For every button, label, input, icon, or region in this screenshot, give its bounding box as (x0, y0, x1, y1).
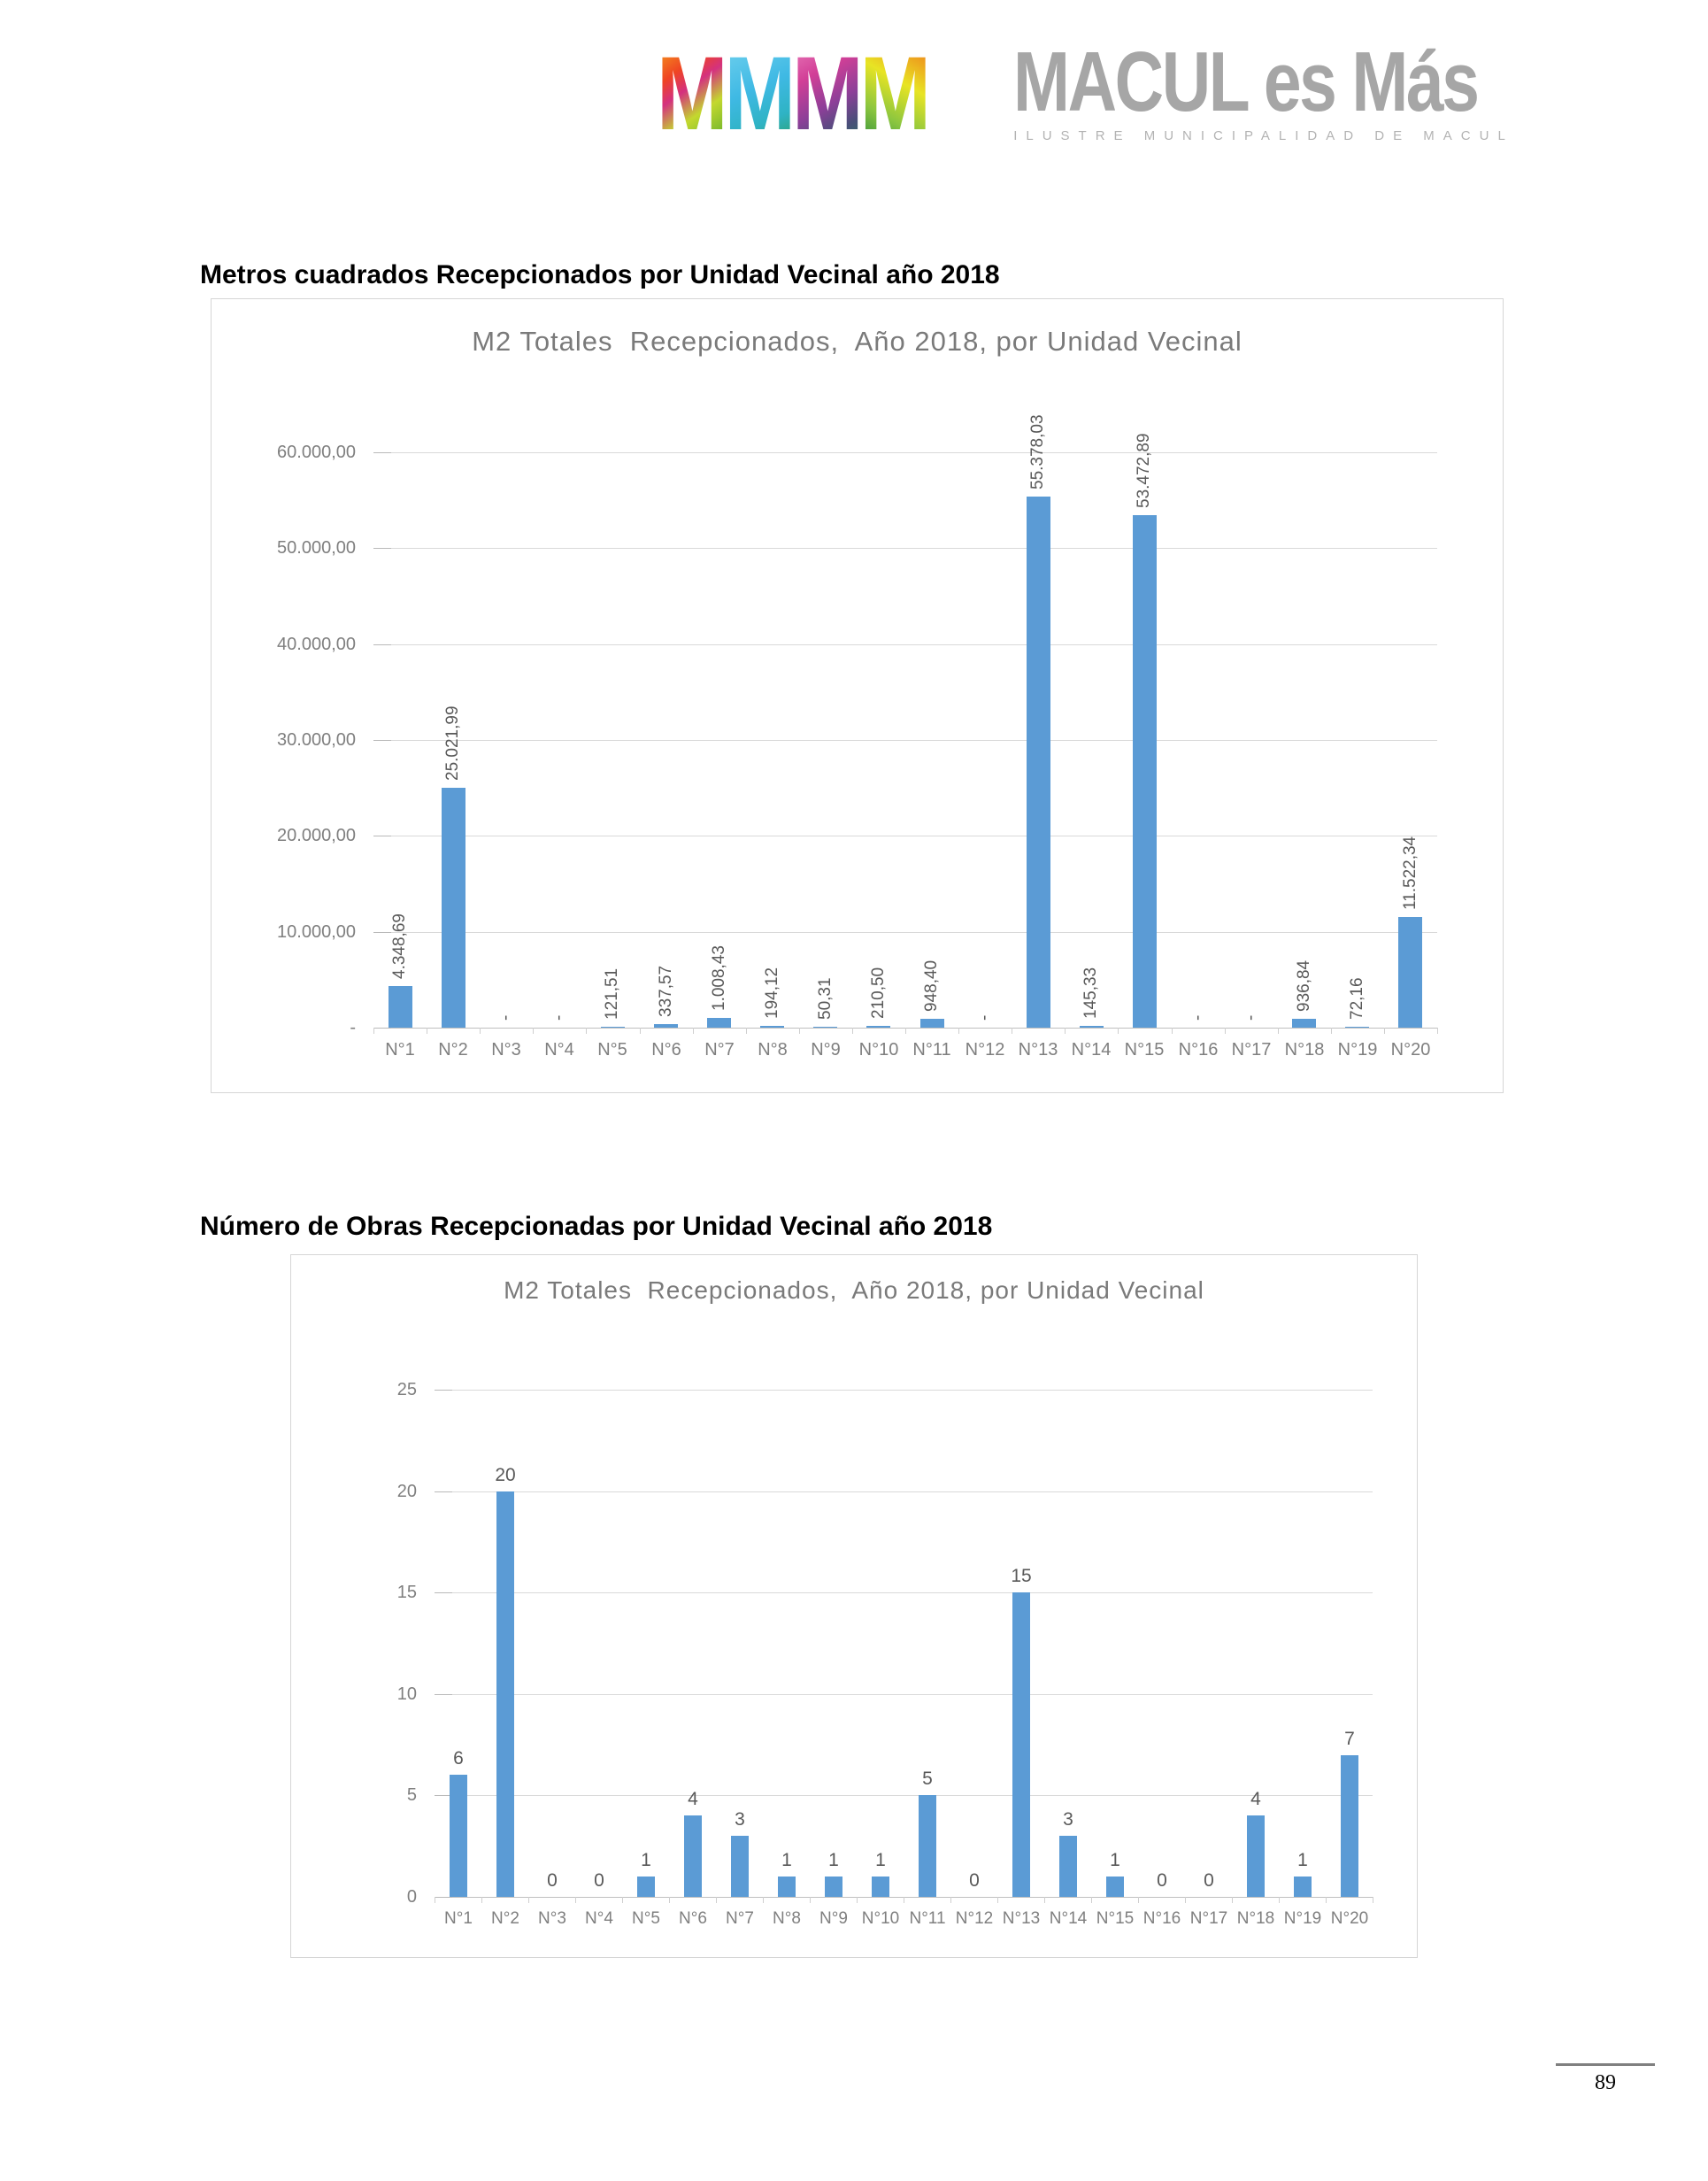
bar-value-label: 15 (1011, 1566, 1032, 1586)
bar (450, 1775, 467, 1897)
bar-value-label: 194,12 (763, 967, 781, 1019)
bar-value-label: 55.378,03 (1028, 414, 1047, 489)
x-axis-label: N°11 (909, 1909, 946, 1928)
x-axis-label: N°6 (651, 1040, 681, 1060)
x-axis-tick (575, 1897, 576, 1903)
logo-wordmark (1013, 35, 1594, 143)
chart-m2-recepcionados (211, 298, 1504, 1093)
x-axis-label: N°15 (1096, 1909, 1135, 1928)
bar (920, 1019, 944, 1028)
y-axis-tick (373, 548, 391, 549)
section-heading-metros-cuadrados: Metros cuadrados Recepcionados por Unidad Vecinal año 2018 (200, 260, 1000, 289)
bar-value-label: 25.021,99 (443, 705, 462, 781)
macul-logo (657, 35, 1594, 152)
x-axis-tick (950, 1897, 951, 1903)
y-axis-label: 5 (406, 1785, 417, 1805)
bar-value-label: 1 (1297, 1850, 1308, 1870)
bar-value-label: 1 (875, 1850, 886, 1870)
y-axis-tick (435, 1897, 452, 1898)
x-axis-label: N°19 (1283, 1909, 1322, 1928)
logo-m4-icon: M (859, 35, 928, 152)
bar (684, 1815, 702, 1897)
bar-value-label: - (550, 1014, 568, 1021)
gridline (435, 1592, 1373, 1593)
bar (778, 1877, 796, 1897)
bar (601, 1027, 625, 1028)
bar-value-label: 0 (1157, 1870, 1167, 1891)
y-axis-label: 40.000,00 (277, 635, 356, 654)
x-axis-tick (857, 1897, 858, 1903)
bar-value-label: 0 (547, 1870, 558, 1891)
x-axis-tick (1044, 1897, 1045, 1903)
x-axis-tick (1437, 1028, 1438, 1034)
x-axis-tick (586, 1028, 587, 1034)
bar (1294, 1877, 1312, 1897)
logo-m2-icon: M (724, 35, 793, 152)
bar (1106, 1877, 1124, 1897)
x-axis-tick (1118, 1028, 1119, 1034)
bar (442, 788, 465, 1028)
logo-m3-icon: M (792, 35, 860, 152)
bar-value-label: 1 (1110, 1850, 1120, 1870)
bar-value-label: 1 (828, 1850, 839, 1870)
bar (1292, 1019, 1316, 1028)
x-axis-label: N°11 (912, 1040, 951, 1060)
x-axis-tick (669, 1897, 670, 1903)
gridline (373, 932, 1437, 933)
bar (389, 986, 412, 1028)
y-axis-label: 15 (396, 1583, 417, 1602)
bar (731, 1836, 749, 1897)
y-axis-tick (373, 1028, 391, 1029)
chart-title: M2 Totales Recepcionados, Año 2018, por Unidad Vecinal (504, 1276, 1204, 1304)
bar-value-label: 7 (1344, 1729, 1355, 1749)
x-axis-label: N°17 (1189, 1909, 1228, 1928)
bar-value-label: 145,33 (1081, 967, 1100, 1019)
x-axis-label: N°20 (1390, 1040, 1431, 1060)
section-heading-numero-obras: Número de Obras Recepcionadas por Unidad Vecinal año 2018 (200, 1212, 993, 1241)
chart-title: M2 Totales Recepcionados, Año 2018, por Unidad Vecinal (472, 326, 1243, 357)
gridline (435, 1491, 1373, 1492)
x-axis-label: N°13 (1018, 1040, 1058, 1060)
x-axis-tick (640, 1028, 641, 1034)
y-axis-label: 50.000,00 (277, 538, 356, 558)
page-number: 89 (1595, 2071, 1616, 2094)
x-axis-label: N°18 (1236, 1909, 1275, 1928)
y-axis-tick (435, 1694, 452, 1695)
x-axis-tick (763, 1897, 764, 1903)
bar (760, 1026, 784, 1028)
x-axis-tick (958, 1028, 959, 1034)
gridline (373, 548, 1437, 549)
bar-value-label: 5 (922, 1769, 933, 1789)
bar-value-label: 1 (641, 1850, 651, 1870)
bar-value-label: 4.348,69 (390, 913, 409, 979)
bar (813, 1027, 837, 1028)
bar (1080, 1026, 1104, 1028)
y-axis-tick (435, 1491, 452, 1492)
bar-value-label: - (496, 1014, 515, 1021)
gridline (435, 1694, 1373, 1695)
bar (825, 1877, 842, 1897)
gridline (373, 740, 1437, 741)
gridline (373, 452, 1437, 453)
x-axis-label: N°10 (858, 1040, 899, 1060)
bar (1345, 1027, 1369, 1028)
x-axis-tick (528, 1897, 529, 1903)
x-axis-label: N°9 (811, 1040, 841, 1060)
y-axis-label: 10 (396, 1684, 417, 1704)
logo-m1-icon: M (657, 35, 725, 152)
y-axis-tick (373, 740, 391, 741)
x-axis-label: N°10 (861, 1909, 900, 1928)
x-axis-tick (716, 1897, 717, 1903)
y-axis-label: 20.000,00 (277, 826, 356, 845)
x-axis-label: N°12 (965, 1040, 1005, 1060)
x-axis-label: N°14 (1071, 1040, 1112, 1060)
x-axis-label: N°20 (1330, 1909, 1369, 1928)
x-axis-label: N°12 (955, 1909, 994, 1928)
x-axis-label: N°1 (444, 1909, 473, 1928)
y-axis-label: 0 (406, 1887, 417, 1907)
x-axis-tick (481, 1897, 482, 1903)
y-axis-tick (373, 932, 391, 933)
bar (637, 1877, 655, 1897)
bar (1341, 1755, 1358, 1897)
x-axis-label: N°17 (1231, 1040, 1272, 1060)
x-axis-label: N°4 (544, 1040, 574, 1060)
bar (1059, 1836, 1077, 1897)
logo-subtitle: ILUSTRE MUNICIPALIDAD DE MACUL (1013, 128, 1514, 143)
x-axis-tick (1091, 1897, 1092, 1903)
bar (1247, 1815, 1265, 1897)
bar (654, 1024, 678, 1028)
bar (919, 1795, 936, 1897)
bar-value-label: 121,51 (603, 967, 621, 1020)
bar (1012, 1592, 1030, 1897)
x-axis-tick (480, 1028, 481, 1034)
bar (866, 1026, 890, 1028)
logo-title: MACUL es Más (1013, 35, 1478, 129)
bar-value-label: 0 (969, 1870, 980, 1891)
x-axis-tick (1065, 1028, 1066, 1034)
x-axis-tick (533, 1028, 534, 1034)
x-axis-tick (1138, 1897, 1139, 1903)
x-axis-label: N°9 (819, 1909, 848, 1928)
x-axis-label: N°18 (1284, 1040, 1325, 1060)
x-axis-tick (799, 1028, 800, 1034)
bar (496, 1491, 514, 1897)
x-axis-tick (1331, 1028, 1332, 1034)
x-axis-tick (693, 1028, 694, 1034)
bar-value-label: 72,16 (1348, 977, 1366, 1020)
x-axis-tick (1384, 1028, 1385, 1034)
bar (707, 1018, 731, 1028)
bar-value-label: - (1242, 1014, 1260, 1021)
x-axis-tick (852, 1028, 853, 1034)
bar-value-label: 337,57 (657, 965, 675, 1017)
x-axis-label: N°7 (704, 1040, 735, 1060)
bar-value-label: 0 (1204, 1870, 1214, 1891)
x-axis-tick (997, 1897, 998, 1903)
x-axis-label: N°6 (679, 1909, 707, 1928)
x-axis-label: N°8 (758, 1040, 788, 1060)
x-axis-label: N°3 (491, 1040, 521, 1060)
x-axis-tick (622, 1897, 623, 1903)
chart-obras-recepcionadas (290, 1254, 1418, 1958)
bar-value-label: 6 (453, 1748, 464, 1769)
y-axis-label: 10.000,00 (277, 922, 356, 942)
bar-value-label: 3 (735, 1809, 745, 1830)
bar-value-label: 948,40 (922, 959, 941, 1012)
bar-value-label: 1 (781, 1850, 792, 1870)
x-axis-label: N°4 (585, 1909, 613, 1928)
bar-value-label: - (1189, 1014, 1207, 1021)
y-axis-label: 25 (396, 1380, 417, 1399)
x-axis-label: N°2 (491, 1909, 519, 1928)
x-axis-tick (1278, 1028, 1279, 1034)
y-axis-label: 60.000,00 (277, 443, 356, 462)
y-axis-tick (373, 452, 391, 453)
bar-value-label: 4 (688, 1789, 698, 1809)
bar-value-label: 20 (495, 1465, 516, 1485)
x-axis-tick (373, 1028, 374, 1034)
x-axis-tick (1232, 1897, 1233, 1903)
x-axis-label: N°5 (597, 1040, 627, 1060)
bar (1133, 515, 1157, 1028)
y-axis-tick (373, 644, 391, 645)
x-axis-label: N°15 (1124, 1040, 1165, 1060)
bar-value-label: 4 (1250, 1789, 1261, 1809)
bar-value-label: 50,31 (816, 977, 835, 1020)
x-axis-tick (1279, 1897, 1280, 1903)
y-axis-tick (435, 1592, 452, 1593)
x-axis-tick (905, 1028, 906, 1034)
y-axis-label: 30.000,00 (277, 730, 356, 750)
x-axis-label: N°19 (1337, 1040, 1378, 1060)
x-axis-label: N°14 (1049, 1909, 1088, 1928)
y-axis-label: - (350, 1018, 356, 1037)
x-axis-label: N°8 (773, 1909, 801, 1928)
bar-value-label: 11.522,34 (1401, 836, 1419, 910)
x-axis-tick (1185, 1897, 1186, 1903)
x-axis-label: N°16 (1178, 1040, 1219, 1060)
bar-value-label: 0 (594, 1870, 604, 1891)
x-axis-label: N°2 (438, 1040, 468, 1060)
bar (872, 1877, 889, 1897)
x-axis-label: N°16 (1143, 1909, 1181, 1928)
x-axis-label: N°7 (726, 1909, 754, 1928)
bar (1027, 497, 1050, 1028)
bar-value-label: 936,84 (1295, 959, 1313, 1012)
bar-value-label: 210,50 (869, 967, 888, 1019)
x-axis-tick (1225, 1028, 1226, 1034)
x-axis-label: N°5 (632, 1909, 660, 1928)
x-axis-tick (810, 1897, 811, 1903)
x-axis-tick (1172, 1028, 1173, 1034)
bar-value-label: - (975, 1014, 994, 1021)
y-axis-label: 20 (396, 1482, 417, 1501)
bar-value-label: 3 (1063, 1809, 1073, 1830)
gridline (435, 1390, 1373, 1391)
y-axis-tick (435, 1390, 452, 1391)
x-axis-label: N°3 (538, 1909, 566, 1928)
bar-value-label: 1.008,43 (710, 945, 728, 1011)
logo-mmmm-icon (657, 35, 928, 152)
x-axis-tick (746, 1028, 747, 1034)
footer-rule (1556, 2063, 1655, 2066)
x-axis-tick (1326, 1897, 1327, 1903)
x-axis-label: N°13 (1002, 1909, 1041, 1928)
bar (1398, 917, 1422, 1028)
gridline (373, 644, 1437, 645)
bar-value-label: 53.472,89 (1135, 433, 1153, 508)
x-axis-label: N°1 (385, 1040, 415, 1060)
